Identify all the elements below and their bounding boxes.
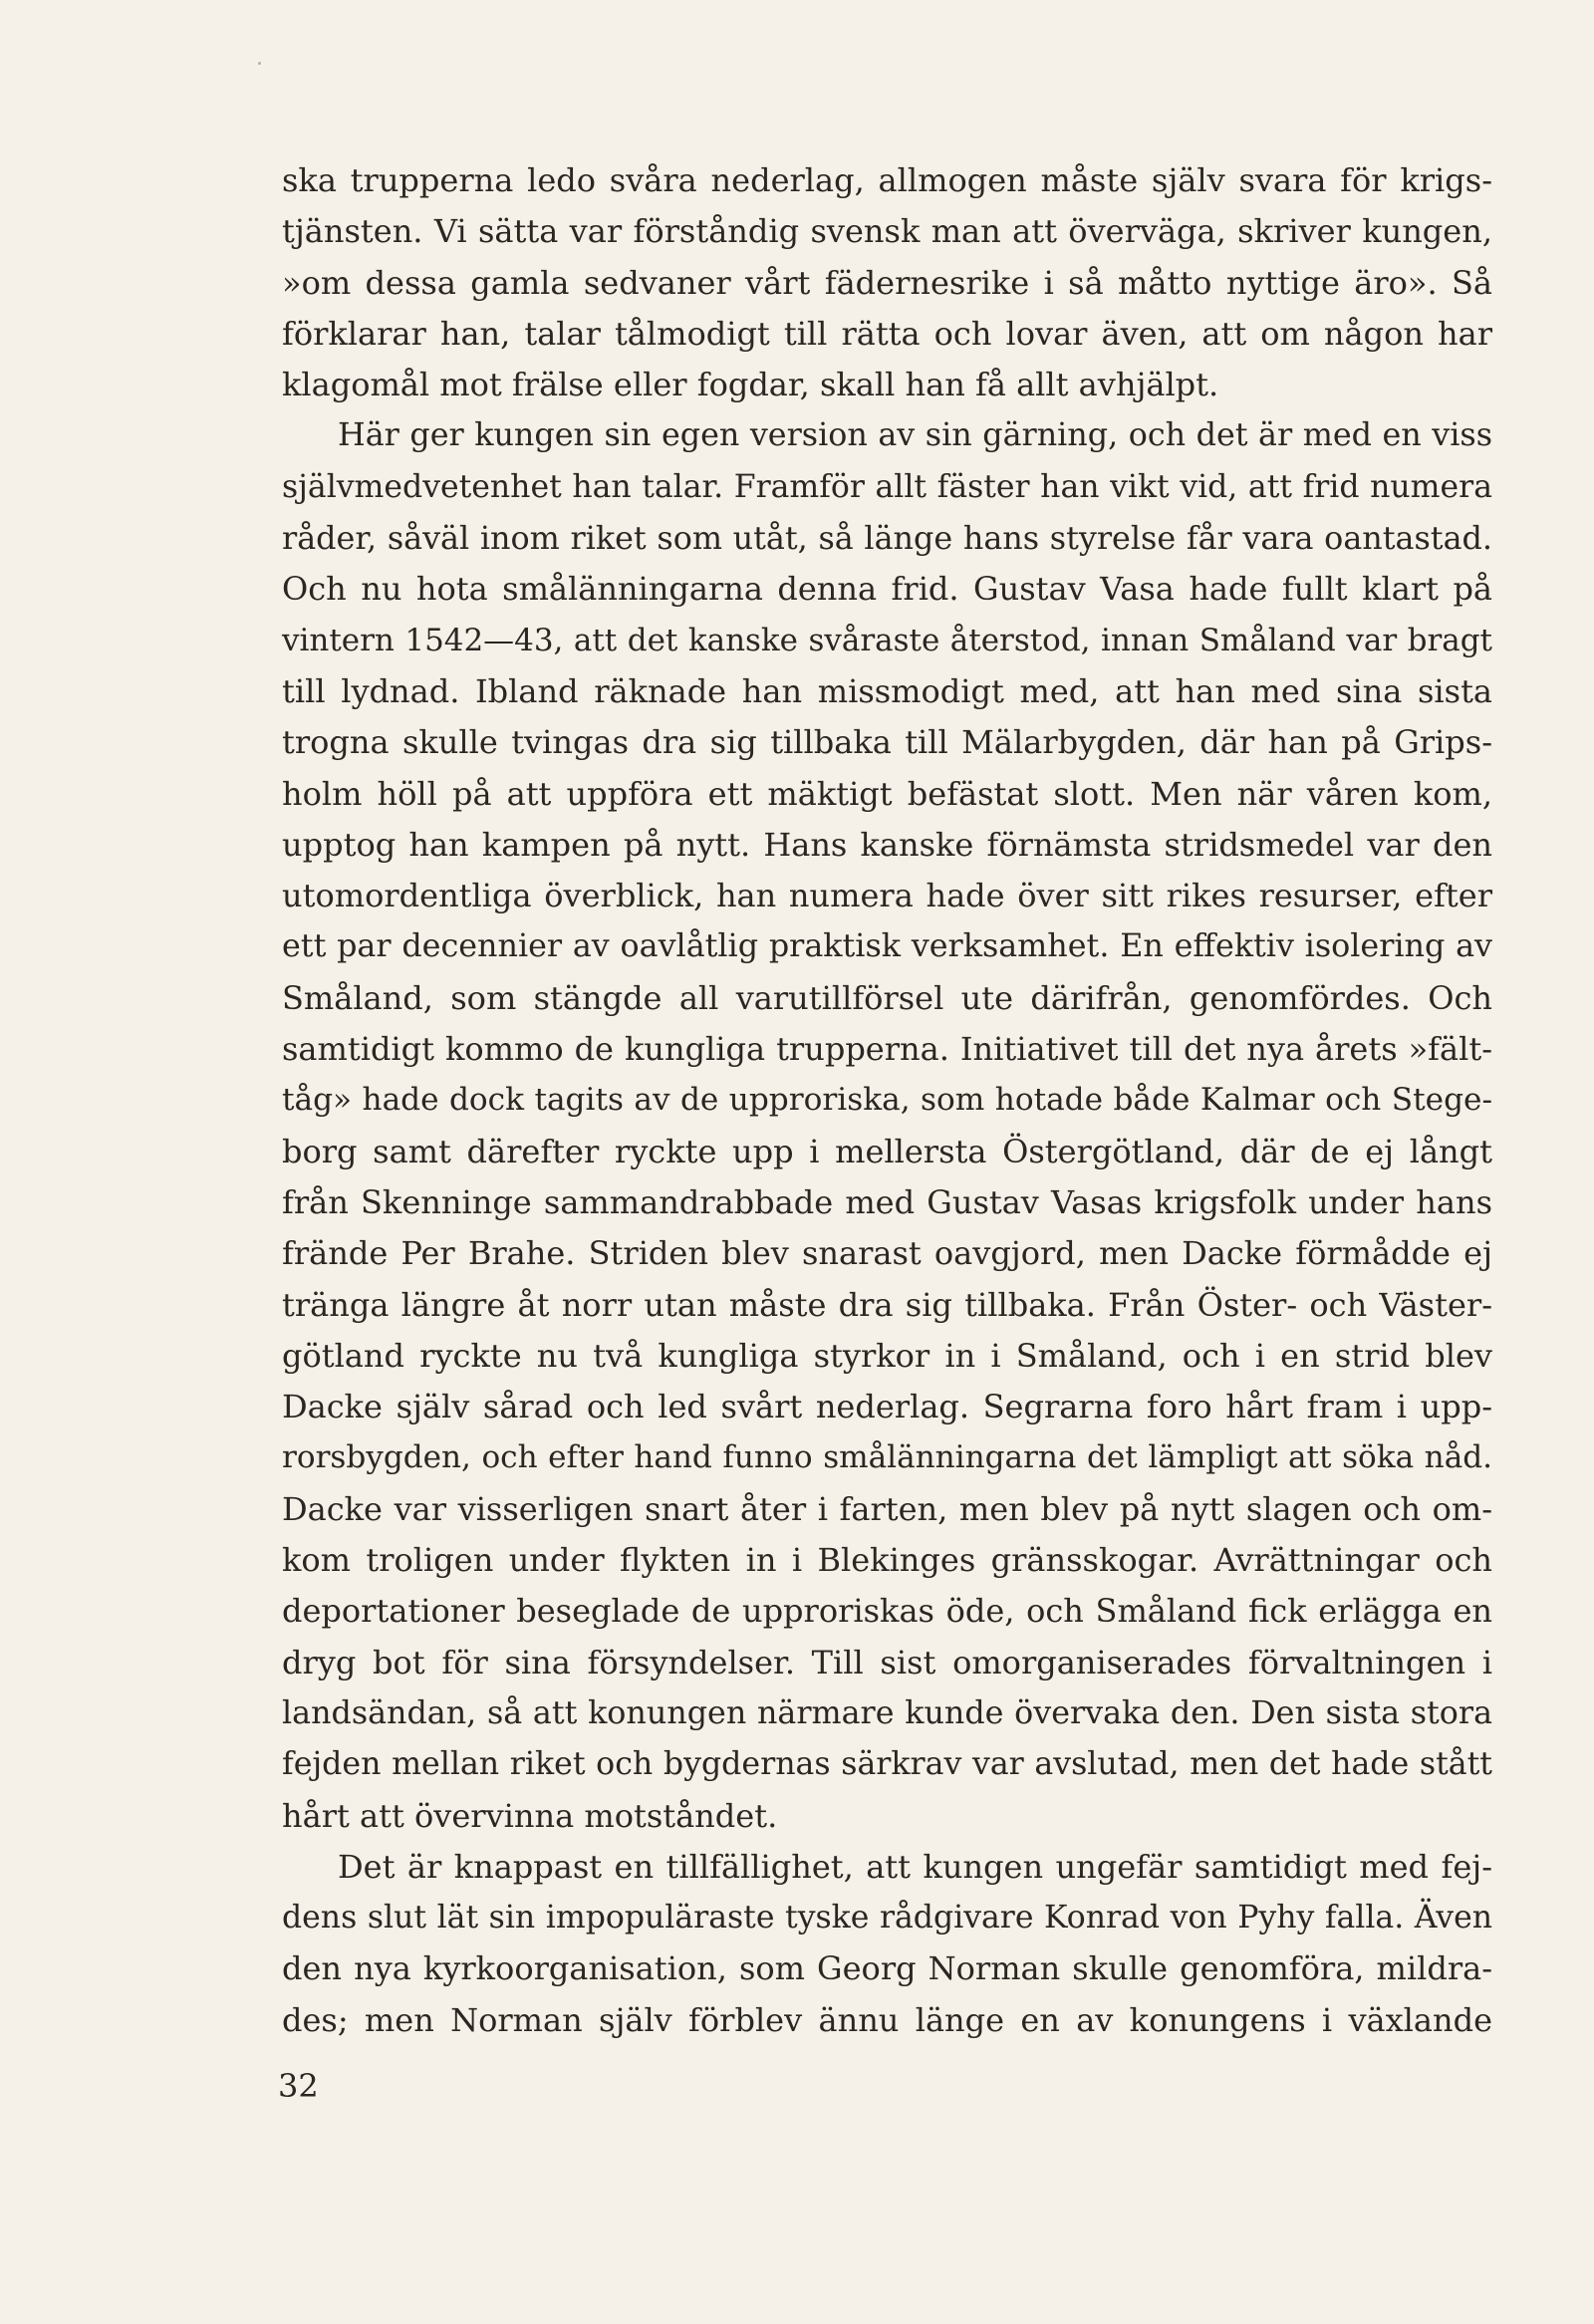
text-line: vintern 1542—43, att det kanske svåraste återstod, innan Småland var bragt: [282, 622, 1492, 658]
text-line: tjänsten. Vi sätta var förståndig svensk man att överväga, skriver kungen,: [282, 212, 1492, 251]
text-line: råder, såväl inom riket som utåt, så länge hans styrelse får vara oantastad.: [282, 519, 1492, 558]
text-line: självmedvetenhet han talar. Framför allt fäster han vikt vid, att frid numera: [282, 468, 1492, 505]
text-line: götland ryckte nu två kungliga styrkor in i Småland, och i en strid blev: [282, 1336, 1492, 1375]
text-line: deportationer beseglade de upproriskas öde, och Småland fick erlägga en: [282, 1592, 1492, 1631]
text-line: fejden mellan riket och bygdernas särkrav var avslutad, men det hade stått: [282, 1746, 1492, 1783]
text-line: dryg bot för sina försyndelser. Till sist omorganiserades förvaltningen i: [282, 1643, 1492, 1681]
text-line: från Skenninge sammandrabbade med Gustav Vasas krigsfolk under hans: [282, 1182, 1492, 1221]
text-line: dens slut lät sin impopuläraste tyske rådgivare Konrad von Pyhy falla. Även: [282, 1900, 1492, 1937]
text-line: Det är knappast en tillfällighet, att kungen ungefär samtidigt med fej-: [338, 1847, 1492, 1886]
text-line: frände Per Brahe. Striden blev snarast oavgjord, men Dacke förmådde ej: [282, 1234, 1492, 1273]
page-number: 32: [278, 2067, 319, 2105]
body-text: [282, 155, 1492, 2046]
text-line: förklarar han, talar tålmodigt till rätta och lovar även, att om någon har: [282, 314, 1492, 353]
text-line: till lydnad. Ibland räknade han missmodigt med, att han med sina sista: [282, 671, 1492, 710]
text-line: klagomål mot frälse eller fogdar, skall han få allt avhjälpt.: [282, 366, 1219, 404]
text-line: Småland, som stängde all varutillförsel ute därifrån, genomfördes. Och: [282, 978, 1492, 1017]
text-line: samtidigt kommo de kungliga trupperna. Initiativet till det nya årets »fält-: [282, 1030, 1492, 1069]
text-line: rorsbygden, och efter hand funno smålänningarna det lämpligt att söka nåd.: [282, 1439, 1492, 1476]
text-line: landsändan, så att konungen närmare kunde övervaka den. Den sista stora: [282, 1694, 1492, 1731]
text-line: holm höll på att uppföra ett mäktigt befästat slott. Men när våren kom,: [282, 774, 1492, 813]
text-line: tränga längre åt norr utan måste dra sig tillbaka. Från Öster- och Väster-: [282, 1285, 1492, 1324]
text-line: Dacke var visserligen snart åter i farten, men blev på nytt slagen och om-: [282, 1489, 1492, 1528]
text-line: tåg» hade dock tagits av de upproriska, som hotade både Kalmar och Stege-: [282, 1082, 1492, 1119]
text-line: Och nu hota smålänningarna denna frid. Gustav Vasa hade fullt klart på: [282, 570, 1492, 609]
text-line: trogna skulle tvingas dra sig tillbaka till Mälarbygden, där han på Grips-: [282, 723, 1492, 762]
text-line: Dacke själv sårad och led svårt nederlag. Segrarna foro hårt fram i upp-: [282, 1388, 1492, 1426]
text-line: ett par decennier av oavlåtlig praktisk verksamhet. En effektiv isolering av: [282, 928, 1492, 965]
text-line: kom troligen under flykten in i Blekinges gränsskogar. Avrättningar och: [282, 1541, 1492, 1580]
paper-speck: [258, 62, 261, 65]
text-line: des; men Norman själv förblev ännu länge en av konungens i växlande: [282, 2000, 1492, 2039]
text-line: »om dessa gamla sedvaner vårt fädernesrike i så måtto nyttige äro». Så: [282, 263, 1492, 302]
text-line: ska trupperna ledo svåra nederlag, allmogen måste själv svara för krigs-: [282, 161, 1492, 199]
text-line: hårt att övervinna motståndet.: [282, 1796, 778, 1835]
text-line: upptog han kampen på nytt. Hans kanske förnämsta stridsmedel var den: [282, 825, 1492, 864]
text-line: utomordentliga överblick, han numera hade över sitt rikes resurser, efter: [282, 877, 1492, 915]
text-line: borg samt därefter ryckte upp i mellersta Östergötland, där de ej långt: [282, 1132, 1492, 1170]
text-line: den nya kyrkoorganisation, som Georg Norman skulle genomföra, mildra-: [282, 1949, 1492, 1988]
text-line: Här ger kungen sin egen version av sin gärning, och det är med en viss: [338, 417, 1492, 454]
